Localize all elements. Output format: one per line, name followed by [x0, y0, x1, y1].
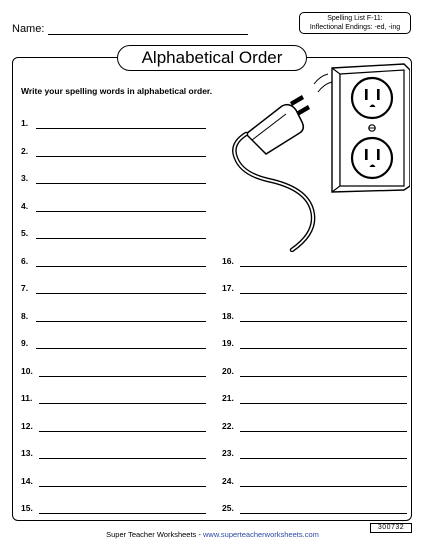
answer-line[interactable]	[39, 458, 206, 459]
answer-line[interactable]	[36, 156, 206, 157]
answer-line[interactable]	[39, 513, 206, 514]
answer-entry	[222, 256, 412, 270]
answer-entry	[21, 173, 211, 187]
footer-url[interactable]: www.superteacherworksheets.com	[202, 530, 319, 539]
entry-number: 20.	[222, 365, 234, 376]
answer-entry	[222, 476, 412, 490]
answer-line[interactable]	[36, 238, 206, 239]
entry-number: 22.	[222, 420, 234, 431]
answer-line[interactable]	[36, 321, 206, 322]
answer-entry	[21, 283, 211, 297]
answer-line[interactable]	[240, 293, 407, 294]
answer-entry	[21, 393, 211, 407]
entry-number: 12.	[21, 420, 33, 431]
entry-number: 24.	[222, 475, 234, 486]
answer-line[interactable]	[39, 431, 206, 432]
answer-line[interactable]	[36, 266, 206, 267]
entry-number: 3.	[21, 173, 29, 183]
instructions-text: Write your spelling words in alphabetical order.	[21, 86, 213, 96]
answer-entry	[222, 503, 412, 517]
page-title: Alphabetical Order	[117, 45, 307, 71]
answer-entry	[222, 311, 412, 325]
answer-entry	[222, 448, 412, 462]
entry-number: 4.	[21, 200, 29, 211]
worksheet-code: 300732	[370, 523, 412, 533]
answer-line[interactable]	[240, 376, 407, 377]
entry-number: 10.	[21, 365, 33, 376]
answer-entry	[21, 448, 211, 462]
entry-number: 21.	[222, 393, 234, 403]
answer-line[interactable]	[36, 211, 206, 212]
answer-line[interactable]	[240, 403, 407, 404]
answer-entry	[21, 338, 211, 352]
entry-number: 2.	[21, 145, 29, 156]
entry-number: 17.	[222, 283, 234, 293]
answer-line[interactable]	[36, 293, 206, 294]
answer-line[interactable]	[240, 431, 407, 432]
answer-entry	[21, 201, 211, 215]
entry-number: 23.	[222, 448, 234, 458]
spelling-list-subtitle: Inflectional Endings: -ed, -ing	[309, 23, 401, 31]
entry-number: 11.	[21, 393, 33, 403]
answer-entry	[222, 338, 412, 352]
answer-line[interactable]	[36, 128, 206, 129]
answer-line[interactable]	[39, 486, 206, 487]
entry-number: 18.	[222, 310, 234, 321]
answer-entry	[21, 146, 211, 160]
answer-entry	[21, 118, 211, 132]
answer-line[interactable]	[240, 458, 407, 459]
plug-and-outlet-icon	[228, 62, 410, 252]
answer-entry	[222, 393, 412, 407]
answer-entry	[222, 421, 412, 435]
answer-entry	[222, 366, 412, 380]
answer-entry	[21, 503, 211, 517]
answer-line[interactable]	[240, 348, 407, 349]
answer-entry	[222, 283, 412, 297]
answer-entry	[21, 421, 211, 435]
name-label: Name:	[12, 23, 45, 35]
name-line	[48, 34, 248, 35]
answer-entry	[21, 476, 211, 490]
entry-number: 6.	[21, 255, 29, 266]
answer-line[interactable]	[240, 513, 407, 514]
entry-number: 9.	[21, 338, 29, 348]
entry-number: 15.	[21, 503, 33, 513]
spelling-list-box	[299, 12, 411, 34]
answer-line[interactable]	[39, 403, 206, 404]
answer-entry	[21, 366, 211, 380]
footer	[0, 530, 425, 539]
answer-line[interactable]	[240, 486, 407, 487]
entry-number: 8.	[21, 310, 29, 321]
entry-number: 1.	[21, 118, 29, 128]
answer-line[interactable]	[36, 348, 206, 349]
entry-number: 16.	[222, 255, 234, 266]
answer-line[interactable]	[36, 183, 206, 184]
answer-entry	[21, 228, 211, 242]
answer-line[interactable]	[39, 376, 206, 377]
answer-line[interactable]	[240, 321, 407, 322]
entry-number: 19.	[222, 338, 234, 348]
entry-number: 7.	[21, 283, 29, 293]
entry-number: 25.	[222, 503, 234, 513]
footer-separator: -	[196, 530, 203, 539]
answer-entry	[21, 311, 211, 325]
spelling-list-title: Spelling List F-11:	[327, 15, 383, 22]
entry-number: 14.	[21, 475, 33, 486]
entry-number: 5.	[21, 228, 29, 238]
answer-entry	[21, 256, 211, 270]
entry-number: 13.	[21, 448, 33, 458]
answer-line[interactable]	[240, 266, 407, 267]
footer-brand: Super Teacher Worksheets	[106, 530, 197, 539]
